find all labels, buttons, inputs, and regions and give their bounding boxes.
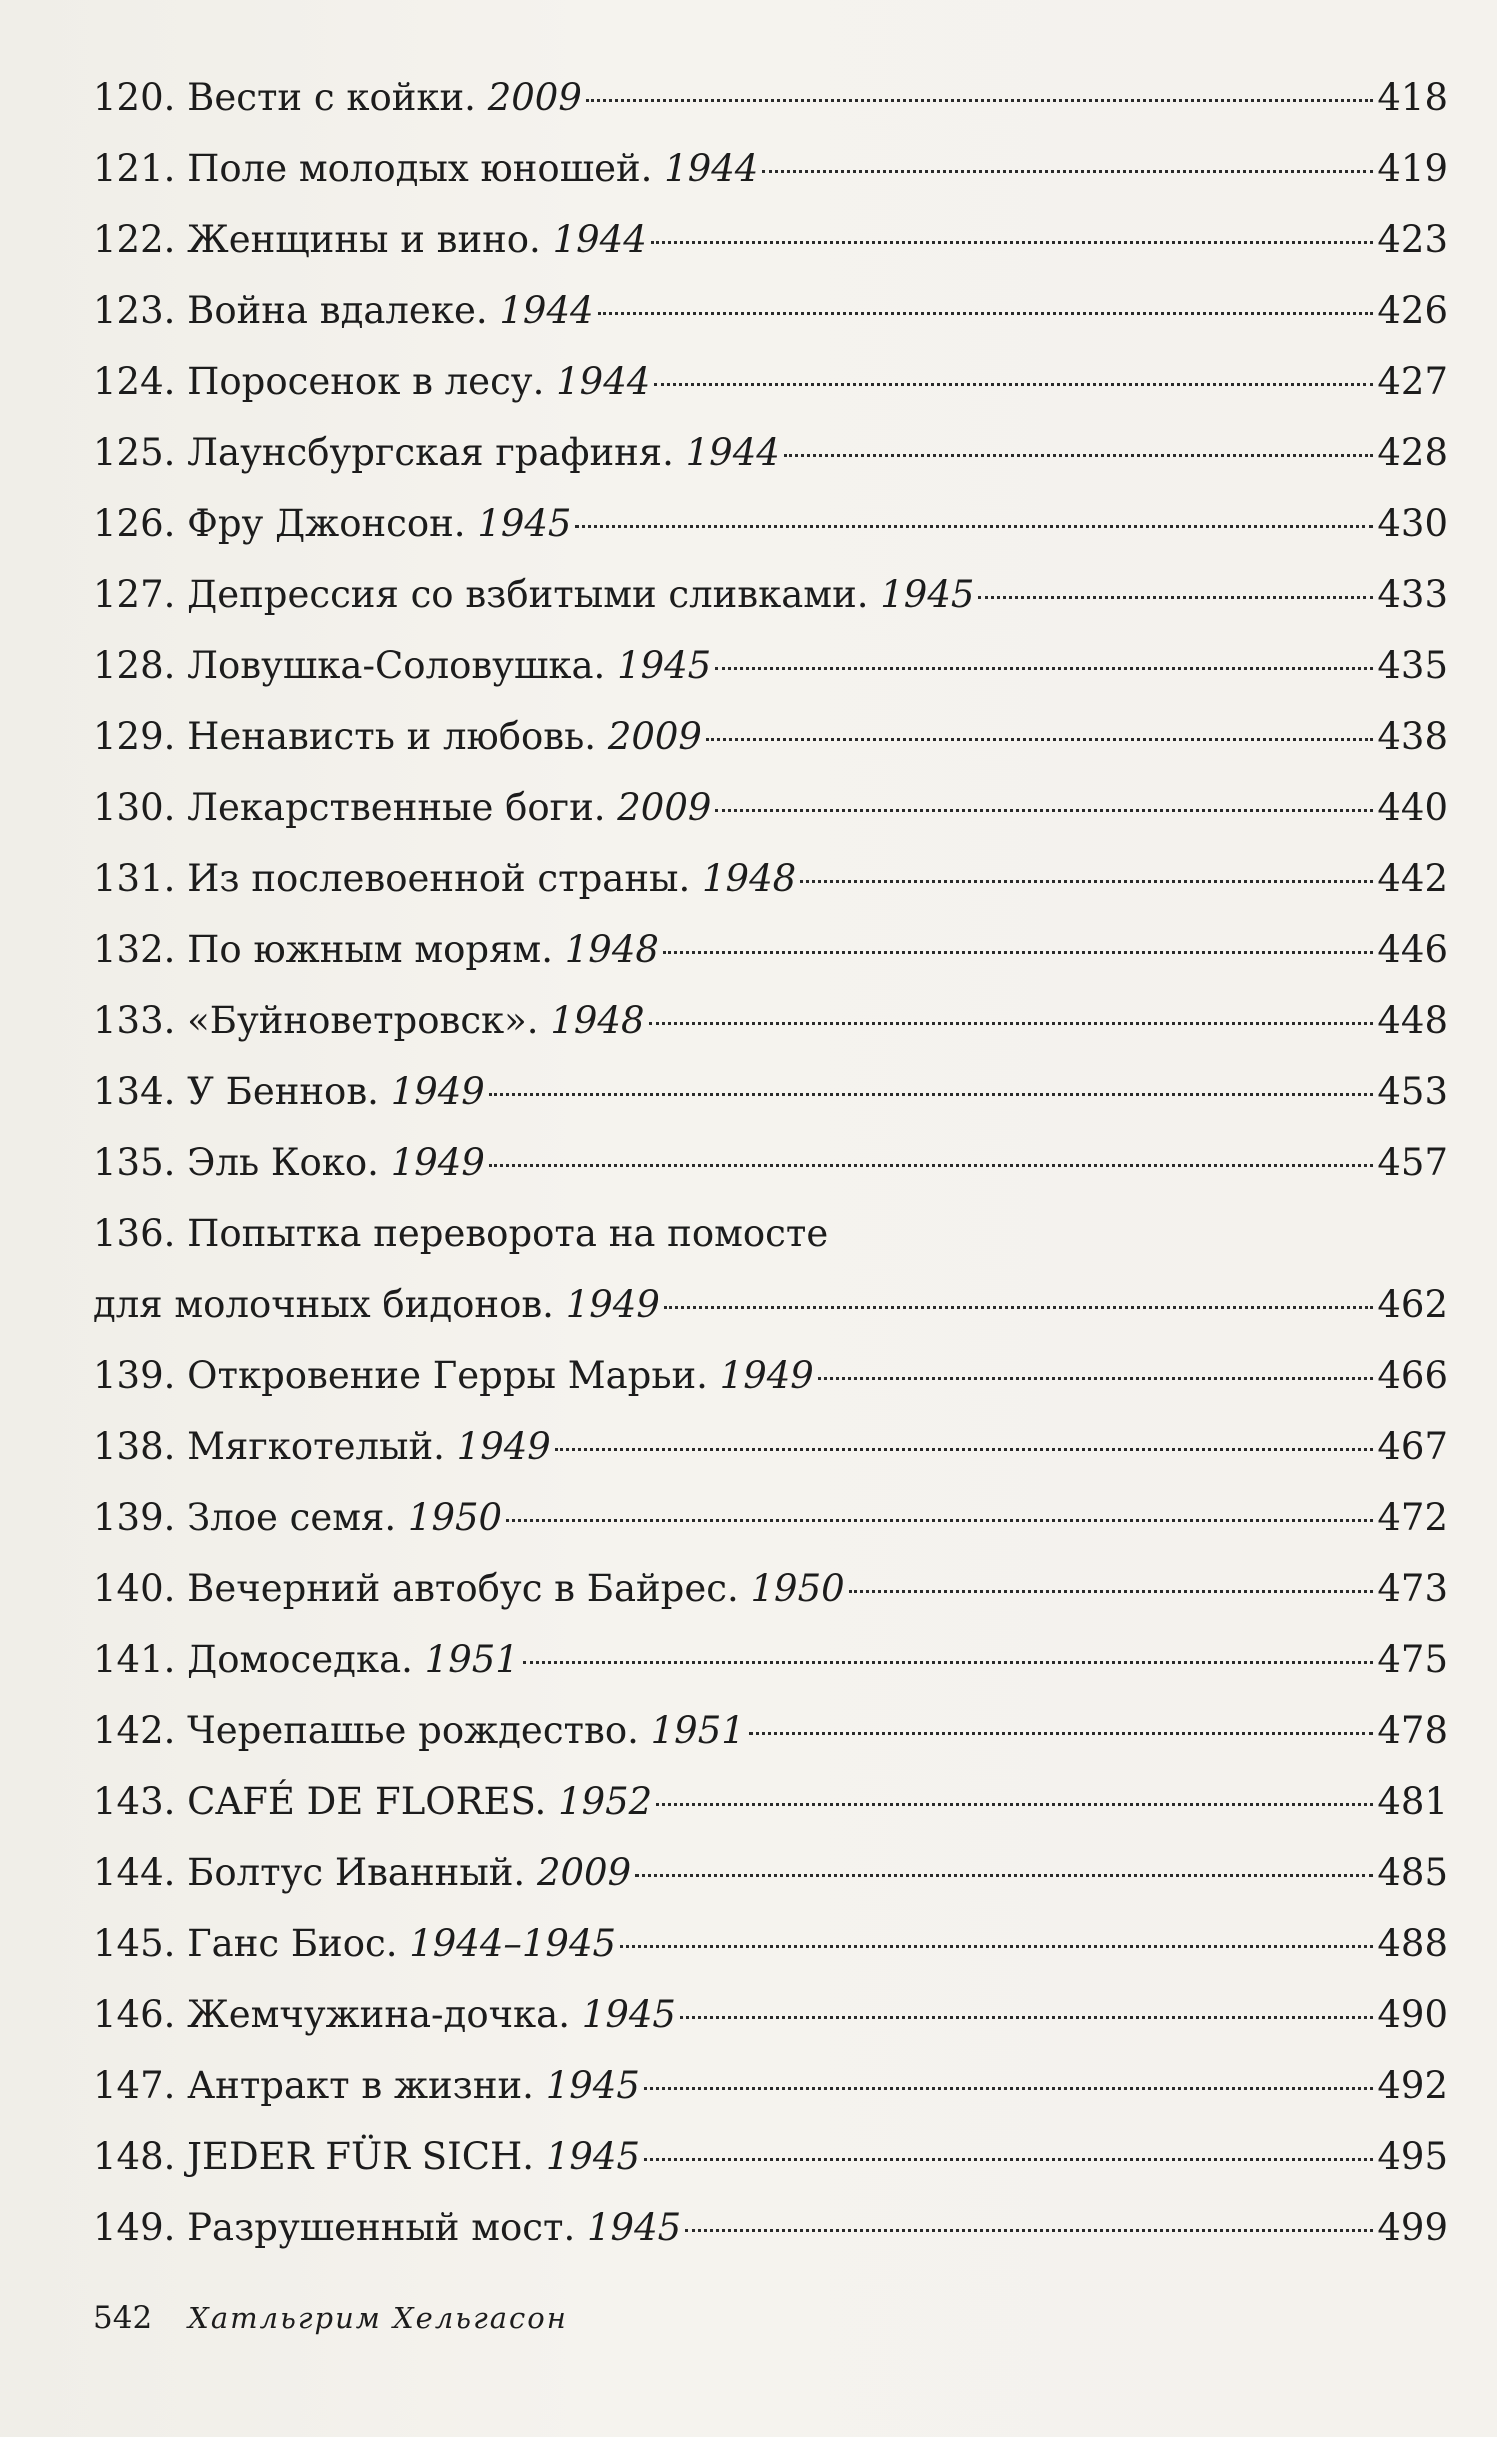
dot-leader	[664, 1306, 1373, 1309]
toc-entry-page: 448	[1377, 999, 1448, 1042]
toc-entry-title-text: 142. Черепашье рождество.	[93, 1709, 651, 1752]
toc-entry-title	[93, 1695, 745, 1766]
dot-leader	[575, 525, 1373, 528]
toc-entry-page: 440	[1377, 786, 1448, 829]
dot-leader	[685, 2229, 1373, 2232]
toc-entry-page: 442	[1377, 857, 1448, 900]
dot-leader	[663, 951, 1373, 954]
toc-entry	[93, 417, 1448, 488]
toc-entry-year: 2009	[487, 76, 582, 119]
toc-entry-title-text: 120. Вести с койки.	[93, 76, 488, 119]
toc-entry-title-text: 138. Мягкотелый.	[93, 1425, 457, 1468]
toc-entry-page: 473	[1377, 1567, 1448, 1610]
toc-entry-title	[93, 559, 974, 630]
dot-leader	[800, 880, 1373, 883]
toc-entry-title	[93, 2121, 640, 2192]
toc-entry-page: 428	[1377, 431, 1448, 474]
toc-entry-title	[93, 488, 571, 559]
toc-entry	[93, 1411, 1448, 1482]
toc-entry	[93, 1979, 1448, 2050]
dot-leader	[620, 1945, 1373, 1948]
toc-entry-page: 423	[1377, 218, 1448, 261]
toc-entry	[93, 62, 1448, 133]
dot-leader	[586, 99, 1374, 102]
dot-leader	[651, 241, 1374, 244]
toc-entry-year: 1951	[424, 1638, 519, 1681]
toc-entry-title	[93, 985, 645, 1056]
toc-entry-title	[93, 1056, 485, 1127]
toc-entry-title	[93, 417, 780, 488]
dot-leader	[749, 1732, 1374, 1735]
toc-entry	[93, 1766, 1448, 1837]
toc-entry-title-text: 124. Поросенок в лесу.	[93, 360, 557, 403]
toc-entry-page: 467	[1377, 1425, 1448, 1468]
toc-entry-page: 481	[1377, 1780, 1448, 1823]
toc-entry-page: 499	[1377, 2206, 1448, 2249]
toc-entry-page: 426	[1377, 289, 1448, 332]
toc-entry-year: 1951	[650, 1709, 745, 1752]
toc-entry-year: 1944	[685, 431, 780, 474]
toc-entry-page: 433	[1377, 573, 1448, 616]
toc-entry-year: 1945	[587, 2206, 682, 2249]
dot-leader	[762, 170, 1373, 173]
toc-entry-title	[93, 1340, 814, 1411]
toc-entry-page: 485	[1377, 1851, 1448, 1894]
toc-entry-year: 1950	[750, 1567, 845, 1610]
dot-leader	[715, 809, 1373, 812]
toc-entry-title-text: 130. Лекарственные боги.	[93, 786, 618, 829]
toc-entry	[93, 559, 1448, 630]
dot-leader	[818, 1377, 1374, 1380]
toc-entry	[93, 1553, 1448, 1624]
toc-entry-title	[93, 2192, 681, 2263]
toc-entry-title-text: 145. Ганс Биос.	[93, 1922, 410, 1965]
toc-entry-title-text: 121. Поле молодых юношей.	[93, 147, 665, 190]
toc-entry-title-text: 140. Вечерний автобус в Байрес.	[93, 1567, 751, 1610]
toc-entry	[93, 1198, 1448, 1269]
toc-entry-title-text: 125. Лаунсбургская графиня.	[93, 431, 686, 474]
toc-entry-page: 490	[1377, 1993, 1448, 2036]
toc-entry-title-text: 123. Война вдалеке.	[93, 289, 500, 332]
page-number: 542	[93, 2300, 153, 2336]
toc-entry-title-text: 133. «Буйноветровск».	[93, 999, 551, 1042]
toc-entry-year: 1945	[880, 573, 975, 616]
dot-leader	[656, 1803, 1373, 1806]
toc-entry-title	[93, 1766, 652, 1837]
toc-entry	[93, 133, 1448, 204]
dot-leader	[644, 2087, 1373, 2090]
toc-entry	[93, 204, 1448, 275]
toc-entry	[93, 1908, 1448, 1979]
toc-entry-page: 435	[1377, 644, 1448, 687]
toc-entry-year: 1945	[581, 1993, 676, 2036]
toc-entry-year: 1944–1945	[409, 1922, 617, 1965]
toc-entry-year: 1949	[565, 1283, 660, 1326]
toc-entry-year: 2009	[607, 715, 702, 758]
toc-entry	[93, 2121, 1448, 2192]
toc-entry-title	[93, 1908, 616, 1979]
toc-entry-page: 462	[1377, 1283, 1448, 1326]
toc-entry-title-text: 136. Попытка переворота на помосте	[93, 1212, 829, 1255]
toc-entry	[93, 346, 1448, 417]
toc-entry-title	[93, 1269, 660, 1340]
toc-entry-year: 1949	[456, 1425, 551, 1468]
toc-entry-year: 1949	[719, 1354, 814, 1397]
toc-entry	[93, 1056, 1448, 1127]
toc-entry-year: 1949	[390, 1141, 485, 1184]
toc-entry-page: 488	[1377, 1922, 1448, 1965]
page-footer	[93, 2300, 568, 2336]
toc-entry-title-text: 129. Ненависть и любовь.	[93, 715, 608, 758]
toc-entry	[93, 985, 1448, 1056]
toc-entry-year: 1945	[545, 2135, 640, 2178]
toc-entry	[93, 701, 1448, 772]
toc-entry-title-text: 128. Ловушка-Соловушка.	[93, 644, 618, 687]
toc-entry-year: 1944	[664, 147, 759, 190]
toc-entry-year: 1949	[390, 1070, 485, 1113]
toc-entry-title	[93, 204, 647, 275]
toc-entry	[93, 772, 1448, 843]
toc-entry-title	[93, 701, 702, 772]
toc-entry-page: 419	[1377, 147, 1448, 190]
dot-leader	[489, 1164, 1374, 1167]
toc-entry	[93, 2192, 1448, 2263]
toc-entry-title	[93, 1127, 485, 1198]
toc-entry	[93, 275, 1448, 346]
toc-entry	[93, 1837, 1448, 1908]
toc-entry-year: 1948	[702, 857, 797, 900]
toc-entry-year: 1950	[407, 1496, 503, 1539]
toc-entry-page: 472	[1377, 1496, 1448, 1539]
dot-leader	[523, 1661, 1374, 1664]
dot-leader	[635, 1874, 1373, 1877]
toc-entry-page: 438	[1377, 715, 1448, 758]
toc-entry-page: 427	[1377, 360, 1448, 403]
toc-entry-year: 1952	[558, 1780, 653, 1823]
dot-leader	[680, 2016, 1373, 2019]
toc-entry-page: 457	[1377, 1141, 1448, 1184]
toc-entry-year: 2009	[536, 1851, 632, 1894]
dot-leader	[654, 383, 1373, 386]
toc-entry-title	[93, 630, 711, 701]
dot-leader	[598, 312, 1374, 315]
toc-entry	[93, 1482, 1448, 1553]
toc-entry-page: 466	[1377, 1354, 1448, 1397]
toc-entry	[93, 843, 1448, 914]
toc-entry-page: 418	[1377, 76, 1448, 119]
toc-entry-title-text: 144. Болтус Иванный.	[93, 1851, 537, 1894]
toc-entry	[93, 2050, 1448, 2121]
toc-entry	[93, 488, 1448, 559]
toc-entry-title	[93, 1482, 502, 1553]
toc-entry	[93, 630, 1448, 701]
toc-entry	[93, 1695, 1448, 1766]
toc-entry-title	[93, 275, 594, 346]
toc-entry	[93, 914, 1448, 985]
toc-entry-title-text: 141. Домоседка.	[93, 1638, 425, 1681]
toc-entry-year: 1948	[564, 928, 659, 971]
toc-entry-title	[93, 1624, 519, 1695]
toc-entry-title	[93, 1979, 676, 2050]
toc-entry-title	[93, 772, 711, 843]
toc-entry-title	[93, 843, 796, 914]
table-of-contents	[93, 62, 1448, 2263]
dot-leader	[706, 738, 1373, 741]
toc-entry-year: 1944	[552, 218, 647, 261]
toc-entry-title	[93, 914, 659, 985]
toc-entry-year: 1944	[556, 360, 651, 403]
dot-leader	[849, 1590, 1374, 1593]
toc-entry-year: 1944	[499, 289, 594, 332]
toc-entry-title-text: для молочных бидонов.	[93, 1283, 566, 1326]
dot-leader	[489, 1093, 1374, 1096]
toc-entry-title-text: 139. Злое семя.	[93, 1496, 408, 1539]
toc-entry-title	[93, 1837, 631, 1908]
toc-entry-title-text: 126. Фру Джонсон.	[93, 502, 478, 545]
dot-leader	[649, 1022, 1374, 1025]
toc-entry	[93, 1269, 1448, 1340]
toc-entry-title-text: 149. Разрушенный мост.	[93, 2206, 587, 2249]
toc-entry-title-text: 147. Антракт в жизни.	[93, 2064, 546, 2107]
dot-leader	[715, 667, 1373, 670]
toc-entry-page: 453	[1377, 1070, 1448, 1113]
dot-leader	[555, 1448, 1374, 1451]
toc-entry-year: 1945	[617, 644, 712, 687]
toc-entry-title	[93, 1553, 845, 1624]
toc-entry-title-text: 146. Жемчужина-дочка.	[93, 1993, 582, 2036]
toc-entry-title	[93, 1411, 551, 1482]
toc-entry-year: 2009	[617, 786, 712, 829]
toc-entry-page: 495	[1377, 2135, 1448, 2178]
toc-entry-title-text: 148. JEDER FÜR SICH.	[93, 2135, 546, 2178]
toc-entry-page: 430	[1377, 502, 1448, 545]
toc-entry-title-text: 132. По южным морям.	[93, 928, 565, 971]
toc-entry-title	[93, 346, 650, 417]
toc-entry-year: 1948	[550, 999, 645, 1042]
dot-leader	[784, 454, 1374, 457]
dot-leader	[644, 2158, 1373, 2161]
toc-entry-year: 1945	[545, 2064, 640, 2107]
toc-entry-title-text: 127. Депрессия со взбитыми сливками.	[93, 573, 881, 616]
author-name: Хатльгрим Хельгасон	[188, 2301, 568, 2335]
toc-entry-title-text: 139. Откровение Герры Марьи.	[93, 1354, 720, 1397]
toc-entry	[93, 1624, 1448, 1695]
toc-entry-title-text: 134. У Беннов.	[93, 1070, 391, 1113]
toc-entry-title	[93, 62, 582, 133]
toc-entry-title	[93, 133, 758, 204]
toc-entry-page: 478	[1377, 1709, 1448, 1752]
toc-entry-title	[93, 2050, 640, 2121]
toc-entry	[93, 1127, 1448, 1198]
dot-leader	[978, 596, 1373, 599]
dot-leader	[506, 1519, 1373, 1522]
toc-entry-page: 446	[1377, 928, 1448, 971]
toc-entry-page: 492	[1377, 2064, 1448, 2107]
toc-entry-title-text: 143. CAFÉ DE FLORES.	[93, 1780, 559, 1823]
toc-entry-title	[93, 1198, 828, 1269]
toc-entry-page: 475	[1377, 1638, 1448, 1681]
toc-entry	[93, 1340, 1448, 1411]
toc-entry-title-text: 135. Эль Коко.	[93, 1141, 391, 1184]
toc-entry-title-text: 131. Из послевоенной страны.	[93, 857, 703, 900]
toc-entry-year: 1945	[477, 502, 572, 545]
toc-entry-title-text: 122. Женщины и вино.	[93, 218, 553, 261]
